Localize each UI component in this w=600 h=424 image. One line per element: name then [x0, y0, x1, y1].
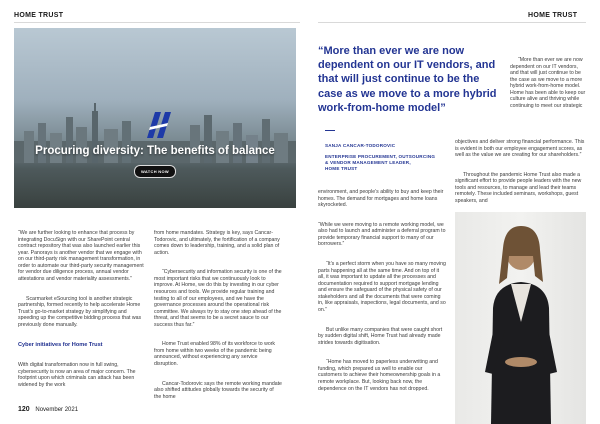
watch-now-button[interactable]: WATCH NOW [134, 165, 176, 178]
paragraph: “It’s a perfect storm when you have so many moving parts happening all at the same time. And on top of it all, it was important to update all the processes and documentation required to support mortgage lending and ensure the safeguard of the physical safety of our stakeholders and all the documents that were coming in, like appraisals, inspections, legal documents, and so on.” [318, 261, 448, 313]
paragraph: “We are further looking to enhance that process by integrating DocuSign with our SharePoint central contract repository that was also launched earlier this year. Panorays is another vendor that we engage with on our third-party risk management transformation, in order to automate our third-party security management for vendor due diligence process, annual vendor attestations and vendor materiality assessments.” [18, 230, 146, 282]
article-column-1 [18, 217, 146, 395]
issue-date: November 2021 [35, 407, 79, 413]
section-heading: Cyber initiatives for Home Trust [18, 342, 103, 349]
header-divider-right [318, 22, 586, 23]
page-number: 120 [18, 406, 30, 413]
home-trust-logo-icon [141, 110, 173, 140]
paragraph: environment, and people’s ability to buy and keep their homes. The demand for mortgages and home loans skyrocketed. [318, 189, 445, 209]
quote-divider [325, 130, 335, 131]
quote-author-title: ENTERPRISE PROCUREMENT, OUTSOURCING & VENDOR MANAGEMENT LEADER, HOME TRUST [325, 154, 436, 171]
article-column-4 [455, 126, 586, 211]
paragraph: “Home has moved to paperless underwriting and funding, which prepared us well to enable our customers to achieve their homeownership goals in a remote workplace. But, looking back now, the dependence on the IT vendors has not dropped. [318, 359, 442, 392]
paragraph: But unlike many companies that were caught short by sudden digital shift, Home Trust had already made strides towards digitisation. [318, 326, 444, 346]
paragraph: Throughout the pandemic Home Trust also made a significant effort to provide people leaders with the new tools and resources, to manage and lead their teams remotely. These included seminars, workshops, guest speakers, and [455, 171, 583, 205]
paragraph: “More than ever we are now dependent on our IT vendors, and that will just continue to be the case as we move to a more hybrid work-from-home model. Home has been able to keep our culture alive and thriving while continuing to meet our strategic [510, 57, 587, 109]
paragraph: from home mandates. Strategy is key, says Cancar-Todorovic, and ultimately, the fortification of a company comes down to leadership, training, and a solid plan of action. [154, 230, 282, 256]
paragraph: “While we were moving to a remote working model, we also had to launch and administer a deferral program to provide temporary financial support to many of our borrowers.” [318, 221, 447, 248]
quote-attribution [325, 137, 435, 178]
pull-quote: “More than ever we are now dependent on our IT vendors, and that will just continue to be the case as we move to a more hybrid work-from-home model” [318, 45, 497, 114]
paragraph: Scarmarket eSourcing tool is another strategic partnership, formed recently to help accelerate Home Trust’s go-to-market strategy by simplifying and speeding up the competitive bidding process that was previously done manually. [18, 295, 143, 328]
person-figure-image [455, 212, 586, 424]
header-divider-left [14, 22, 300, 23]
paragraph: “Cybersecurity and information security is one of the most important risks that we continuously look to improve. At Home, we do this by investing in our cyber resources and tools. We provide regular training and testing to all of our employees, and we have the governance processes around the operational risk committee. We always try to stay one step ahead of the threat, and that seems to be a secret sauce to our success thus far.” [154, 269, 284, 328]
quote-author-name: SANJA CANCAR-TODOROVIC [325, 142, 396, 148]
page-footer [18, 406, 78, 413]
section-label-right: HOME TRUST [528, 12, 578, 19]
hero-title: Procuring diversity: The benefits of balance [35, 145, 275, 157]
paragraph: With digital transformation now in full swing, cybersecurity is now an area of major concern. The footprint upon which criminals can attack has been widened by the work [18, 362, 137, 388]
portrait-photo [455, 212, 586, 424]
article-column-2 [154, 217, 282, 407]
paragraph: objectives and deliver strong financial performance. This is evident in both our employee engagement scores, as well as the value we are creating for our shareholders.” [455, 139, 586, 159]
article-column-3 [318, 176, 446, 399]
paragraph: Home Trust enabled 98% of its workforce to work from home within two weeks of the pandemic being announced, without experiencing any service disruption. [154, 341, 277, 368]
section-label-left: HOME TRUST [14, 12, 64, 19]
hero-video-thumbnail[interactable] [14, 28, 296, 208]
paragraph: Cancar-Todorovic says the remote working mandate also shifted attitudes globally towards the security of the home [154, 380, 284, 400]
article-column-4-top [510, 44, 586, 116]
